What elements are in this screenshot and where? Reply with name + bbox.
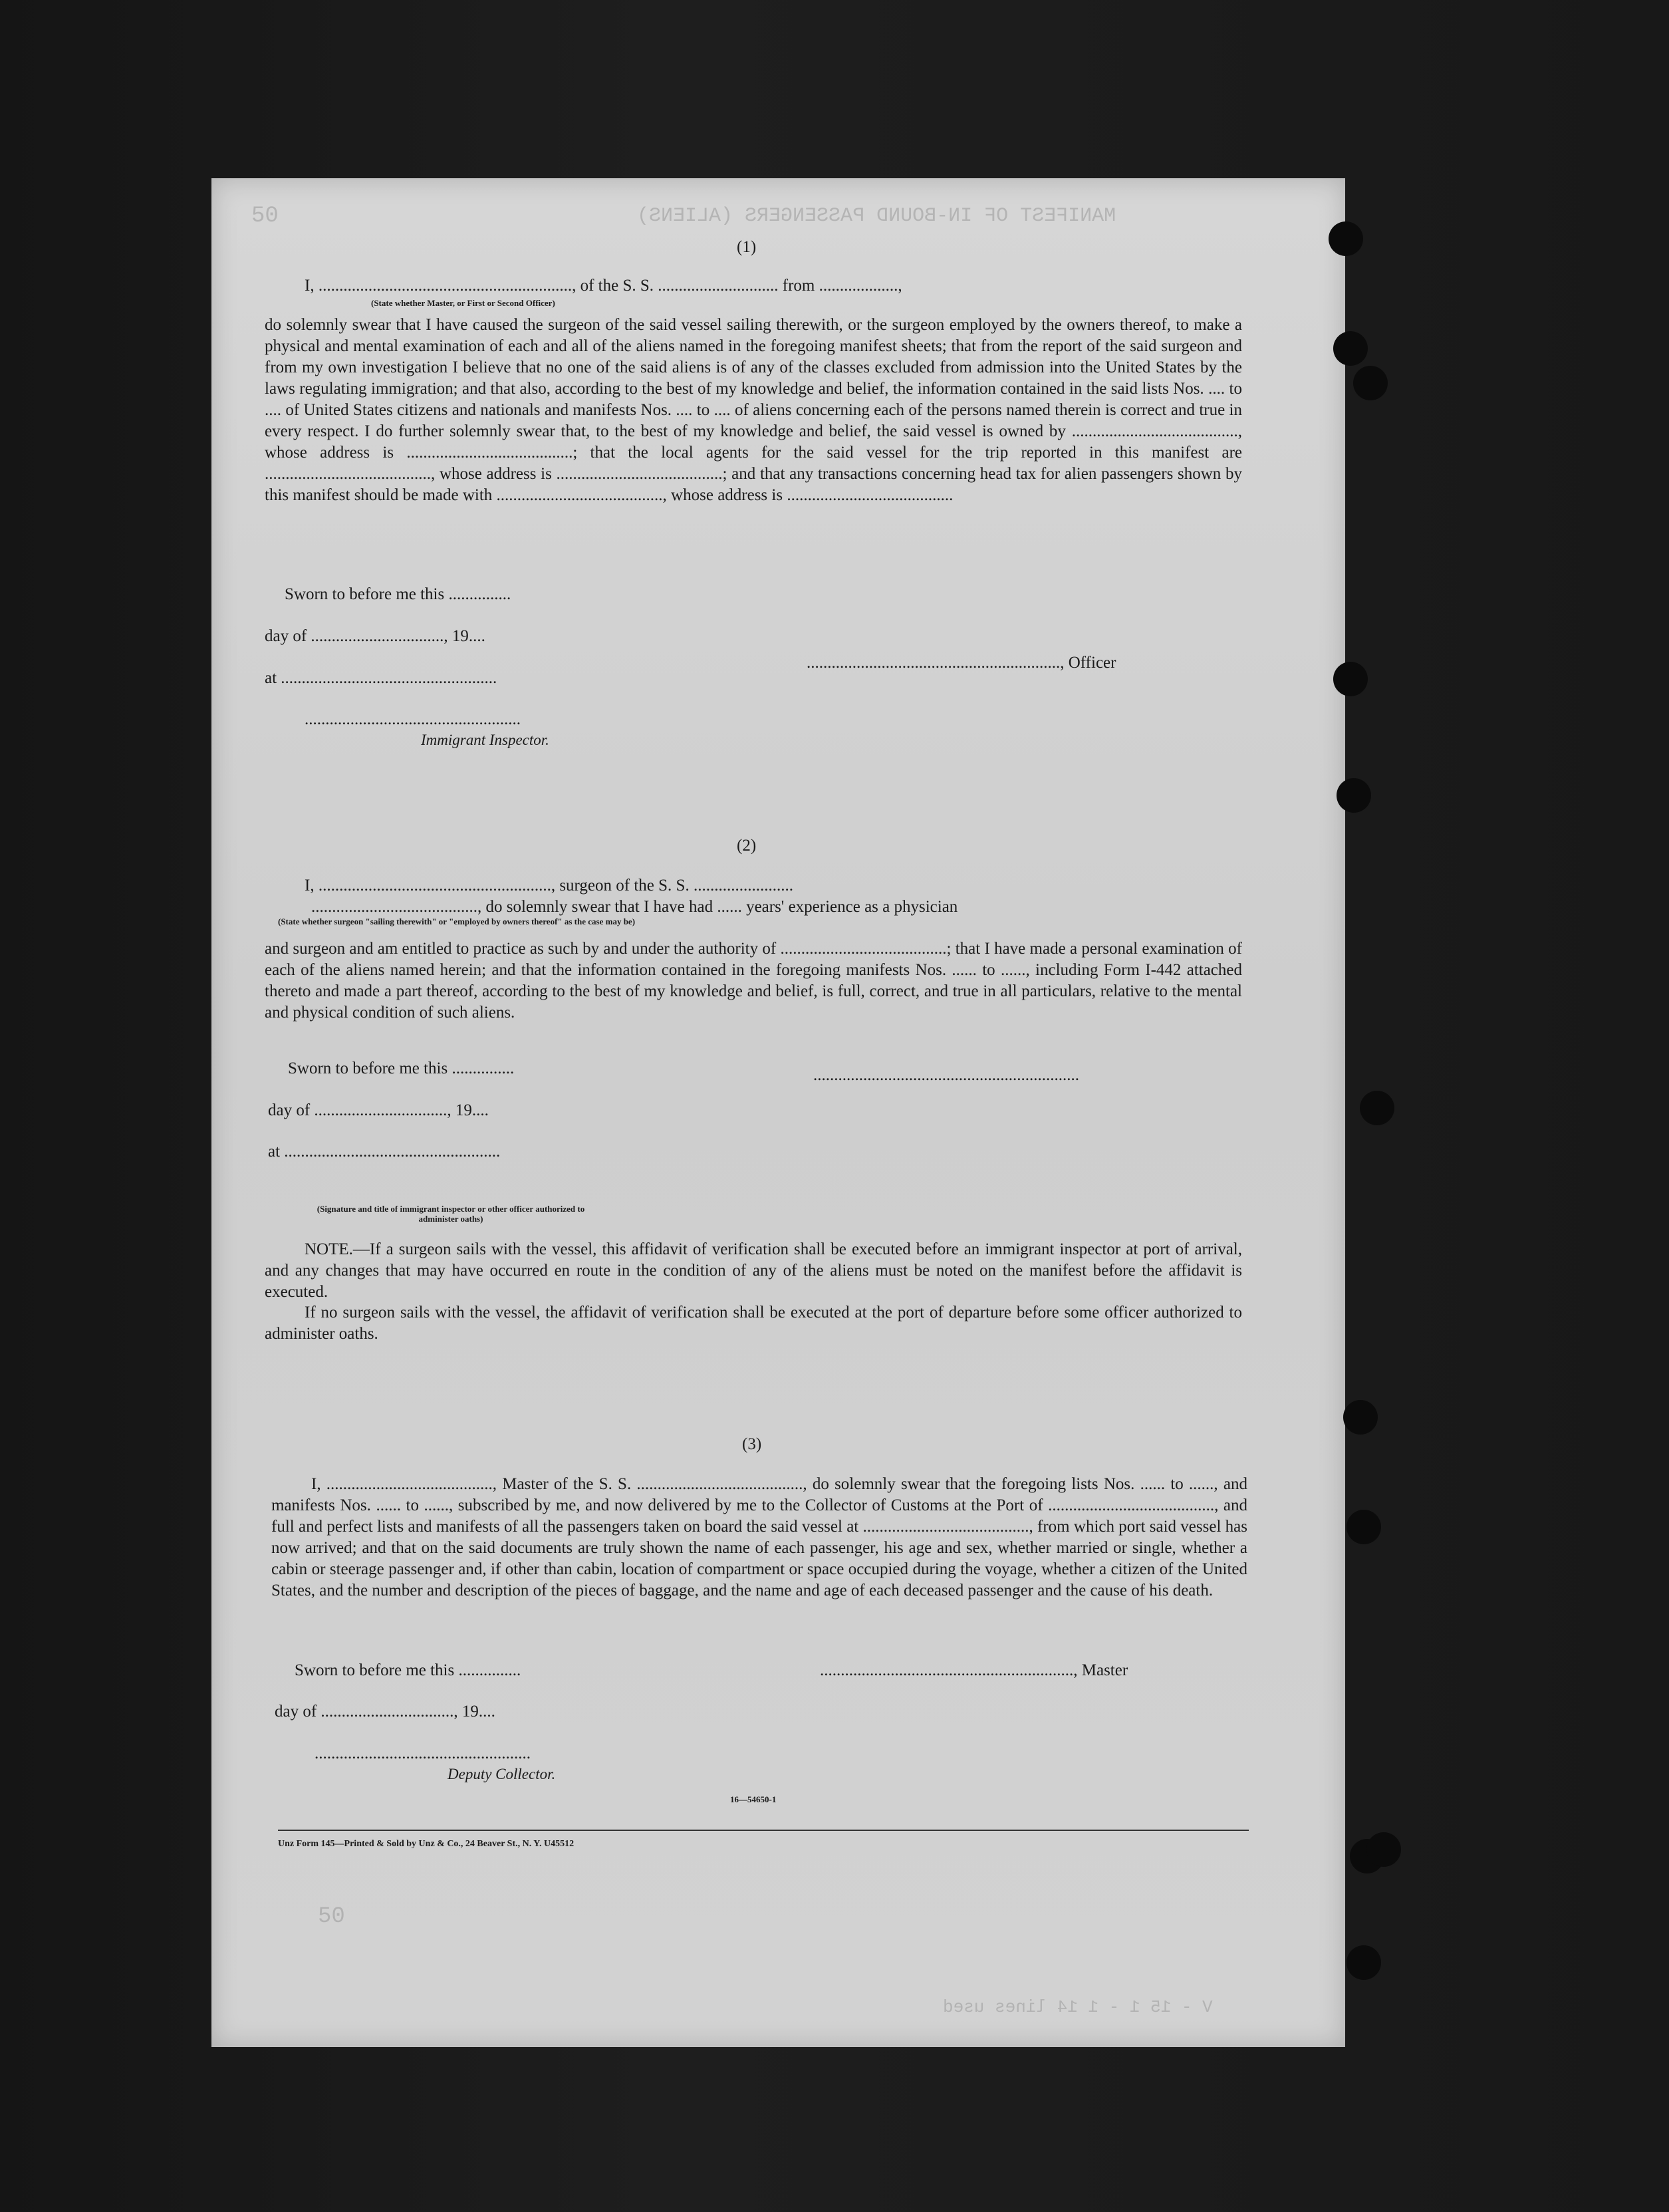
s1-officer-line: ............................................................., Officer xyxy=(807,654,1116,672)
s2-line1-note: (State whether surgeon "sailing therewith" or "employed by owners thereof" as the case may be) xyxy=(278,916,636,926)
footer-rule xyxy=(278,1830,1249,1831)
manifest-page xyxy=(211,178,1345,2047)
s2-note-1: NOTE.—If a surgeon sails with the vessel, this affidavit of verification shall be executed before an immigrant inspector at port of arrival, and any changes that may have occurred en route in the condition of any of the aliens must be noted on the manifest before the affidavit is executed. xyxy=(265,1240,1242,1301)
s2-line2: ........................................, do solemnly swear that I have had ...... years' experience as a physician xyxy=(311,898,958,916)
s3-deputy-collector: Deputy Collector. xyxy=(448,1766,556,1782)
s1-day: day of ................................, 19.... xyxy=(265,627,485,645)
s2-sig-note: (Signature and title of immigrant inspector or other officer authorized to administer oaths) xyxy=(317,1204,585,1224)
ghost-bottom-line: V - 15 1 - 1 14 lines used xyxy=(943,1997,1213,2017)
s1-dots-2: ............................. xyxy=(658,277,779,295)
section-2-number: (2) xyxy=(737,837,757,855)
s2-at: at .................................................... xyxy=(268,1143,501,1161)
binder-hole xyxy=(1343,1400,1378,1435)
s1-immigrant-inspector: Immigrant Inspector. xyxy=(421,732,549,748)
binder-hole xyxy=(1353,366,1388,400)
ghost-title: MANIFEST OF IN-BOUND PASSENGERS (ALIENS) xyxy=(637,205,1116,227)
binder-hole xyxy=(1366,1832,1401,1867)
binder-hole xyxy=(1333,662,1368,696)
s1-body: do solemnly swear that I have caused the surgeon of the said vessel sailing therewith, or the surgeon employed by the owners thereof, to make a physical and mental examination of each and all of the aliens named in the foregoing manifest sheets; that from the report of the said surgeon and from my own investigation I believe that no one of the said aliens is of any of the classes excluded from admission into the United States by the laws regulating immigration; and that also, according to the best of my knowledge and belief, the information contained in the said lists Nos. .... to .... of United States citizens and nationals and manifests Nos. .... to .... of aliens concerning each of the persons named therein is correct and true in every respect. I do further solemnly swear that, to the best of my knowledge and belief, the said vessel is owned by ........................................, whose address is ........................................; that the local agents for the said vessel for the trip reported in this manifest are ........................................, whose address is ........................................; and that any transactions concerning head tax for alien passengers shown by this manifest should be made with ........................................, whose address is ........................................ xyxy=(265,316,1242,504)
s2-surgeon-line: ................................................................ xyxy=(813,1066,1079,1084)
ghost-stamp-top: 50 xyxy=(251,204,279,229)
s1-sig-dots: .................................................... xyxy=(305,710,521,728)
binder-hole xyxy=(1347,1510,1381,1544)
section-3-number: (3) xyxy=(742,1435,762,1453)
binder-hole xyxy=(1347,1945,1381,1980)
s1-sworn: Sworn to before me this ............... xyxy=(285,585,511,603)
s1-from: from xyxy=(782,277,815,295)
binder-hole xyxy=(1329,221,1363,256)
s3-sworn: Sworn to before me this ............... xyxy=(295,1661,521,1679)
s2-line1: I, ........................................................, surgeon of the S. S. ........................ xyxy=(305,877,793,895)
s1-at: at .................................................... xyxy=(265,669,497,687)
binder-hole xyxy=(1360,1091,1394,1125)
s3-master-line: ............................................................., Master xyxy=(820,1661,1128,1679)
ghost-stamp-bottom: 50 xyxy=(318,1904,345,1929)
binder-hole xyxy=(1337,778,1371,813)
section-1-number: (1) xyxy=(737,238,757,256)
s3-form-code: 16—54650-1 xyxy=(730,1794,777,1804)
s3-body: I, ........................................, Master of the S. S. ........................................, do solemnly swear that the foregoing lists Nos. ...... to ......, and manifests Nos. ...... to ......, subscribed by me, and now delivered by me to the Collector of Customs at the Port of ........................................, and full and perfect lists and manifests of all the passengers taken on board the said vessel at ........................................, from which port said vessel has now arrived; and that on the said documents are truly shown the name of each passenger, his age and sex, whether married or single, whether a cabin or steerage passenger and, if other than cabin, location of compartment or space occupied during the voyage, whether a citizen of the United States, and the number and description of the pieces of baggage, and the name and age of each deceased passenger and the cause of his death. xyxy=(271,1475,1247,1599)
s2-sworn: Sworn to before me this ............... xyxy=(288,1059,515,1077)
binder-hole xyxy=(1333,331,1368,366)
s2-day: day of ................................, 19.... xyxy=(268,1101,489,1119)
s3-day: day of ................................, 19.... xyxy=(275,1703,495,1721)
s2-body: and surgeon and am entitled to practice as such by and under the authority of ........................................; that I have made a personal examination of each of the aliens named herein; and that the information contained in the foregoing manifests Nos. ...... to ......, including Form I-442 attached thereto and made a part thereof, according to the best of my knowledge and belief, is full, correct, and true in all particulars, relative to the mental and physical condition of such aliens. xyxy=(265,940,1242,1022)
s1-line1 xyxy=(305,277,902,295)
s2-note-2: If no surgeon sails with the vessel, the affidavit of verification shall be executed at the port of departure before some officer authorized to administer oaths. xyxy=(265,1304,1242,1343)
s3-sig-dots: .................................................... xyxy=(315,1744,531,1762)
printer-line: Unz Form 145—Printed & Sold by Unz & Co., 24 Beaver St., N. Y. U45512 xyxy=(278,1839,575,1849)
s1-i: I, xyxy=(305,277,315,295)
s1-line1-note: (State whether Master, or First or Second Officer) xyxy=(371,298,555,308)
s1-dots-1: ............................................................. xyxy=(318,277,573,295)
s1-dots-3: ..................., xyxy=(819,277,902,295)
s1-of-ss: , of the S. S. xyxy=(572,277,654,295)
